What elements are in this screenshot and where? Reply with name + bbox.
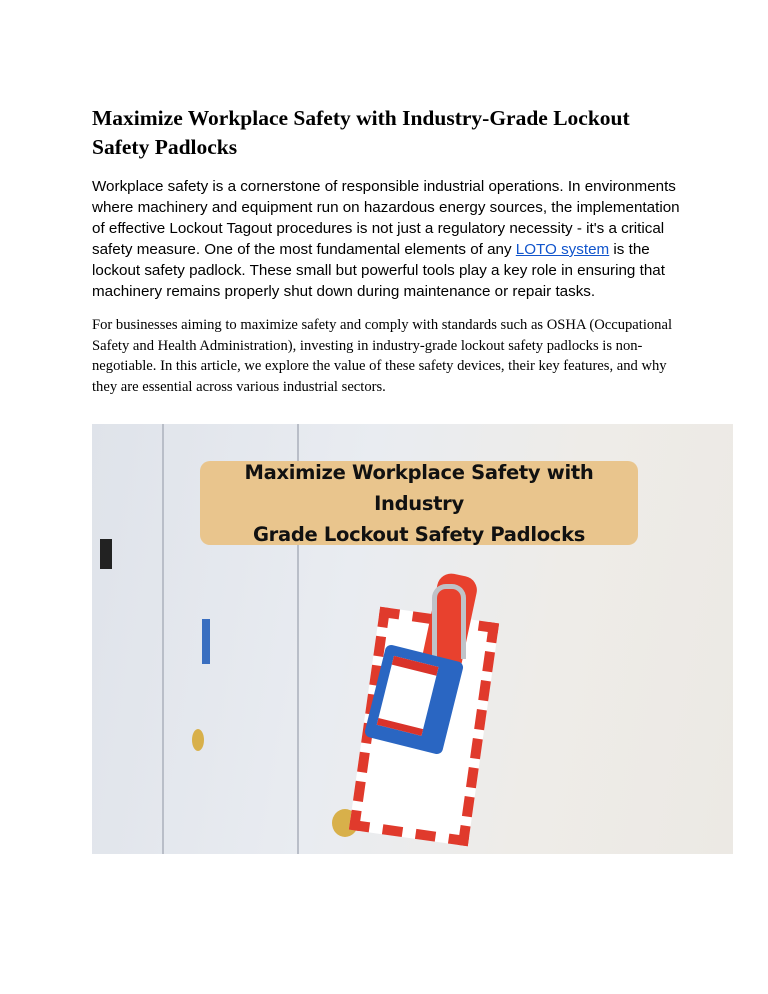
padlock-label (377, 656, 439, 736)
article (92, 104, 688, 397)
cabinet-lock (192, 729, 204, 751)
padlock-shackle (432, 584, 466, 659)
body-paragraph: For businesses aiming to maximize safety and comply with standards such as OSHA (Occupational Safety and Health Administration), investing in industry-grade lockout safety padlocks is non-negotiable. In this article, we explore the value of these safety devices, their key features, and why they are essential across various industrial sectors. (92, 317, 672, 395)
cabinet-handle (100, 539, 112, 569)
intro-paragraph (92, 176, 688, 302)
cabinet-seam (162, 424, 164, 854)
hero-image (92, 424, 733, 854)
banner-line-2: Grade Lockout Safety Padlocks (252, 522, 586, 546)
hero-banner (200, 461, 638, 545)
intro-text-cont: is the lockout safety padlock. These small but powerful tools play a key role in ensuring that machinery remains properly shut down during maintenance or repair tasks. (92, 241, 665, 300)
cabinet-latch (202, 619, 210, 664)
banner-line-1: Maximize Workplace Safety with Industry (244, 460, 594, 515)
loto-system-link[interactable]: LOTO system (515, 241, 610, 258)
intro-text: Workplace safety is a cornerstone of responsible industrial operations. In environments where machinery and equipment run on hazardous energy sources, the implementation of effective Lockout Tagout procedures is not just a regulatory necessity - it's a critical safety measure. One of the most fundamental elements of any (92, 178, 680, 258)
article-title: Maximize Workplace Safety with Industry-Grade Lockout Safety Padlocks (92, 106, 630, 159)
